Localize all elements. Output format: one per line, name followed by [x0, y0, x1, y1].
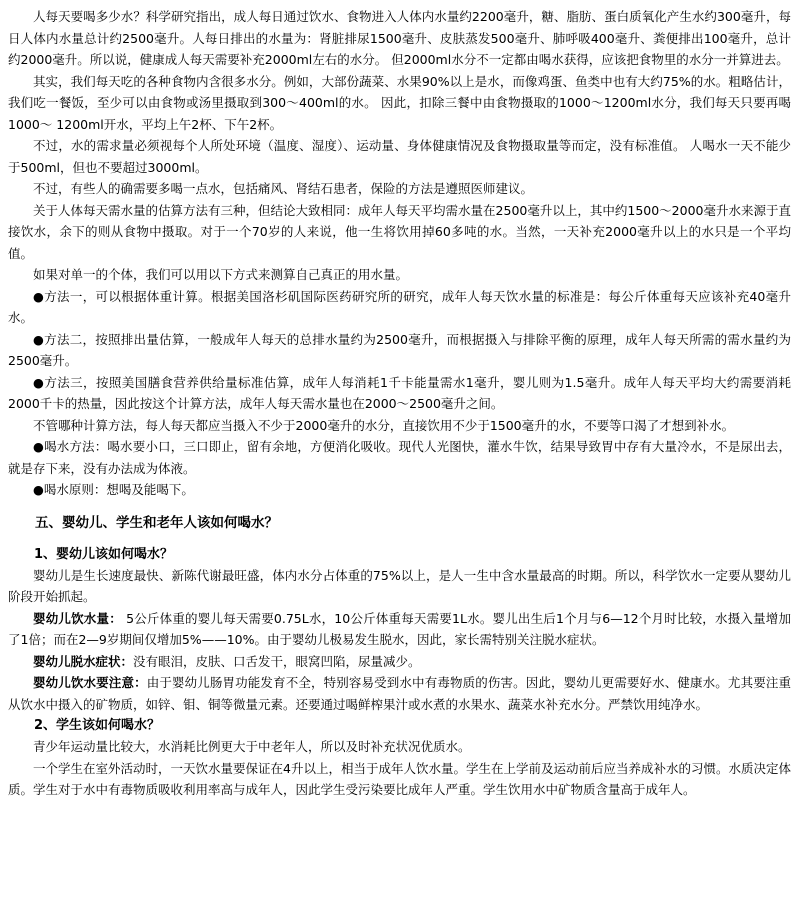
drinking-principle-item: ●喝水原则：想喝及能喝下。 [33, 482, 194, 497]
subsection-heading-students: 2、学生该如何喝水？ [34, 718, 161, 733]
infant-dehydration [8, 651, 791, 673]
infant-intro: 婴幼儿是生长速度最快、新陈代谢最旺盛，体内水分占体重的75%以上，是人一生中含水量最高的时期。所以，科学饮水一定要从婴幼儿阶段开始抓起。 [8, 567, 791, 604]
student-paragraph: 一个学生在室外活动时，一天饮水量要保证在4升以上，相当于成年人饮水量。学生在上学前及运动前后应当养成补水的习惯。水质决定体质。学生对于水中有毒物质吸收利用率高与成年人，因此学生受污染要比成年人严重。学生饮用水中矿物质含量高于成年人。 [8, 760, 791, 797]
paragraph: 其实，我们每天吃的各种食物内含很多水分。例如，大部份蔬菜、水果90%以上是水，而像鸡蛋、鱼类中也有大约75%的水。粗略估计，我们吃一餐饭，至少可以由食物或汤里摄取到300～400ml的水。 因此，扣除三餐中由食物摄取的1000～1200ml水分，我们每天只要再喝1000～ 1200ml开水，平均上午2杯、下午2杯。 [8, 73, 791, 132]
paragraph: 关于人体每天需水量的估算方法有三种，但结论大致相同：成年人每天平均需水量在2500毫升以上，其中约1500～2000毫升水来源于直接饮水，余下的则从食物中摄取。对于一个70岁的人来说，他一生将饮用掉60多吨的水。当然，一天补充2000毫升以上的水只是一个平均值。 [8, 202, 791, 261]
dehydration-text: 没有眼泪，皮肤、口舌发干，眼窝凹陷，尿量减少。 [133, 653, 421, 669]
drinking-method-item: ●喝水方法：喝水要小口，三口即止，留有余地，方便消化吸收。现代人光图快，灌水牛饮，结果导致胃中存有大量冷水，不是尿出去，就是存下来，没有办法成为体液。 [8, 439, 791, 476]
paragraph: 如果对单一的个体，我们可以用以下方式来测算自己真正的用水量。 [33, 267, 409, 282]
method-one-item: ●方法一，可以根据体重计算。根据美国洛杉矶国际医药研究所的研究，成年人每天饮水量的标准是：每公斤体重每天应该补充40毫升水。 [8, 288, 791, 325]
student-paragraph: 青少年运动量比较大，水消耗比例更大于中老年人，所以及时补充状况优质水。 [33, 739, 471, 754]
infant-attention [8, 672, 791, 715]
infant-water-text: 5公斤体重的婴儿每天需要0.75L水，10公斤体重每天需要1L水。婴儿出生后1个月与6—12个月时比较，水摄入量增加了1倍；而在2—9岁期间仅增加5%——10%。由于婴幼儿极易发生脱水，因此，家长需特别关注脱水症状。 [8, 610, 791, 647]
infant-water-label: 婴幼儿饮水量： [33, 610, 122, 626]
subsection-heading-infants: 1、婴幼儿该如何喝水？ [34, 546, 174, 562]
method-two-item: ●方法二，按照排出量估算，一般成年人每天的总排水量约为2500毫升，而根据摄入与排除平衡的原理，成年人每天所需的需水量约为2500毫升。 [8, 331, 791, 368]
dehydration-label: 婴幼儿脱水症状： [33, 653, 134, 669]
paragraph: 不过，水的需求量必须视每个人所处环境（温度、湿度）、运动量、身体健康情况及食物摄取量等而定，没有标准值。 人喝水一天不能少于500ml，但也不要超过3000ml。 [8, 138, 791, 175]
infant-water-amount [8, 608, 791, 651]
paragraph: 不过，有些人的确需要多喝一点水，包括痛风、肾结石患者，保险的方法是遵照医师建议。 [33, 181, 534, 196]
paragraph: 人每天要喝多少水？科学研究指出，成人每日通过饮水、食物进入人体内水量约2200毫升，糖、脂肪、蛋白质氧化产生水约300毫升，每日人体内水量总计约2500毫升。人每日排出的水量为：肾脏排尿1500毫升、皮肤蒸发500毫升、肺呼吸400毫升、粪便排出100毫升，总计约2000毫升。所以说，健康成人每天需要补充2000ml左右的水分。 但2000ml水分不一定都由喝水获得，应该把食物里的水分一并算进去。 [8, 9, 791, 67]
section-heading: 五、婴幼儿、学生和老年人该如何喝水？ [35, 514, 278, 531]
attention-label: 婴幼儿饮水要注意： [33, 675, 147, 690]
attention-text: 由于婴幼儿肠胃功能发育不全，特别容易受到水中有毒物质的伤害。因此，婴幼儿更需要好水、健康水。尤其要注重从饮水中摄入的矿物质，如锌、钼、铜等微量元素。还要通过喝鲜榨果汁或水煮的水果水、蔬菜水补充水分。严禁饮用纯净水。 [8, 675, 791, 712]
method-three-item: ●方法三，按照美国膳食营养供给量标准估算，成年人每消耗1千卡能量需水1毫升，婴儿则为1.5毫升。成年人每天平均大约需要消耗2000千卡的热量，因此按这个计算方法，成年人每天需水量也在2000～2500毫升之间。 [8, 374, 791, 411]
paragraph: 不管哪种计算方法，每人每天都应当摄入不少于2000毫升的水分，直接饮用不少于1500毫升的水，不要等口渴了才想到补水。 [33, 417, 735, 433]
